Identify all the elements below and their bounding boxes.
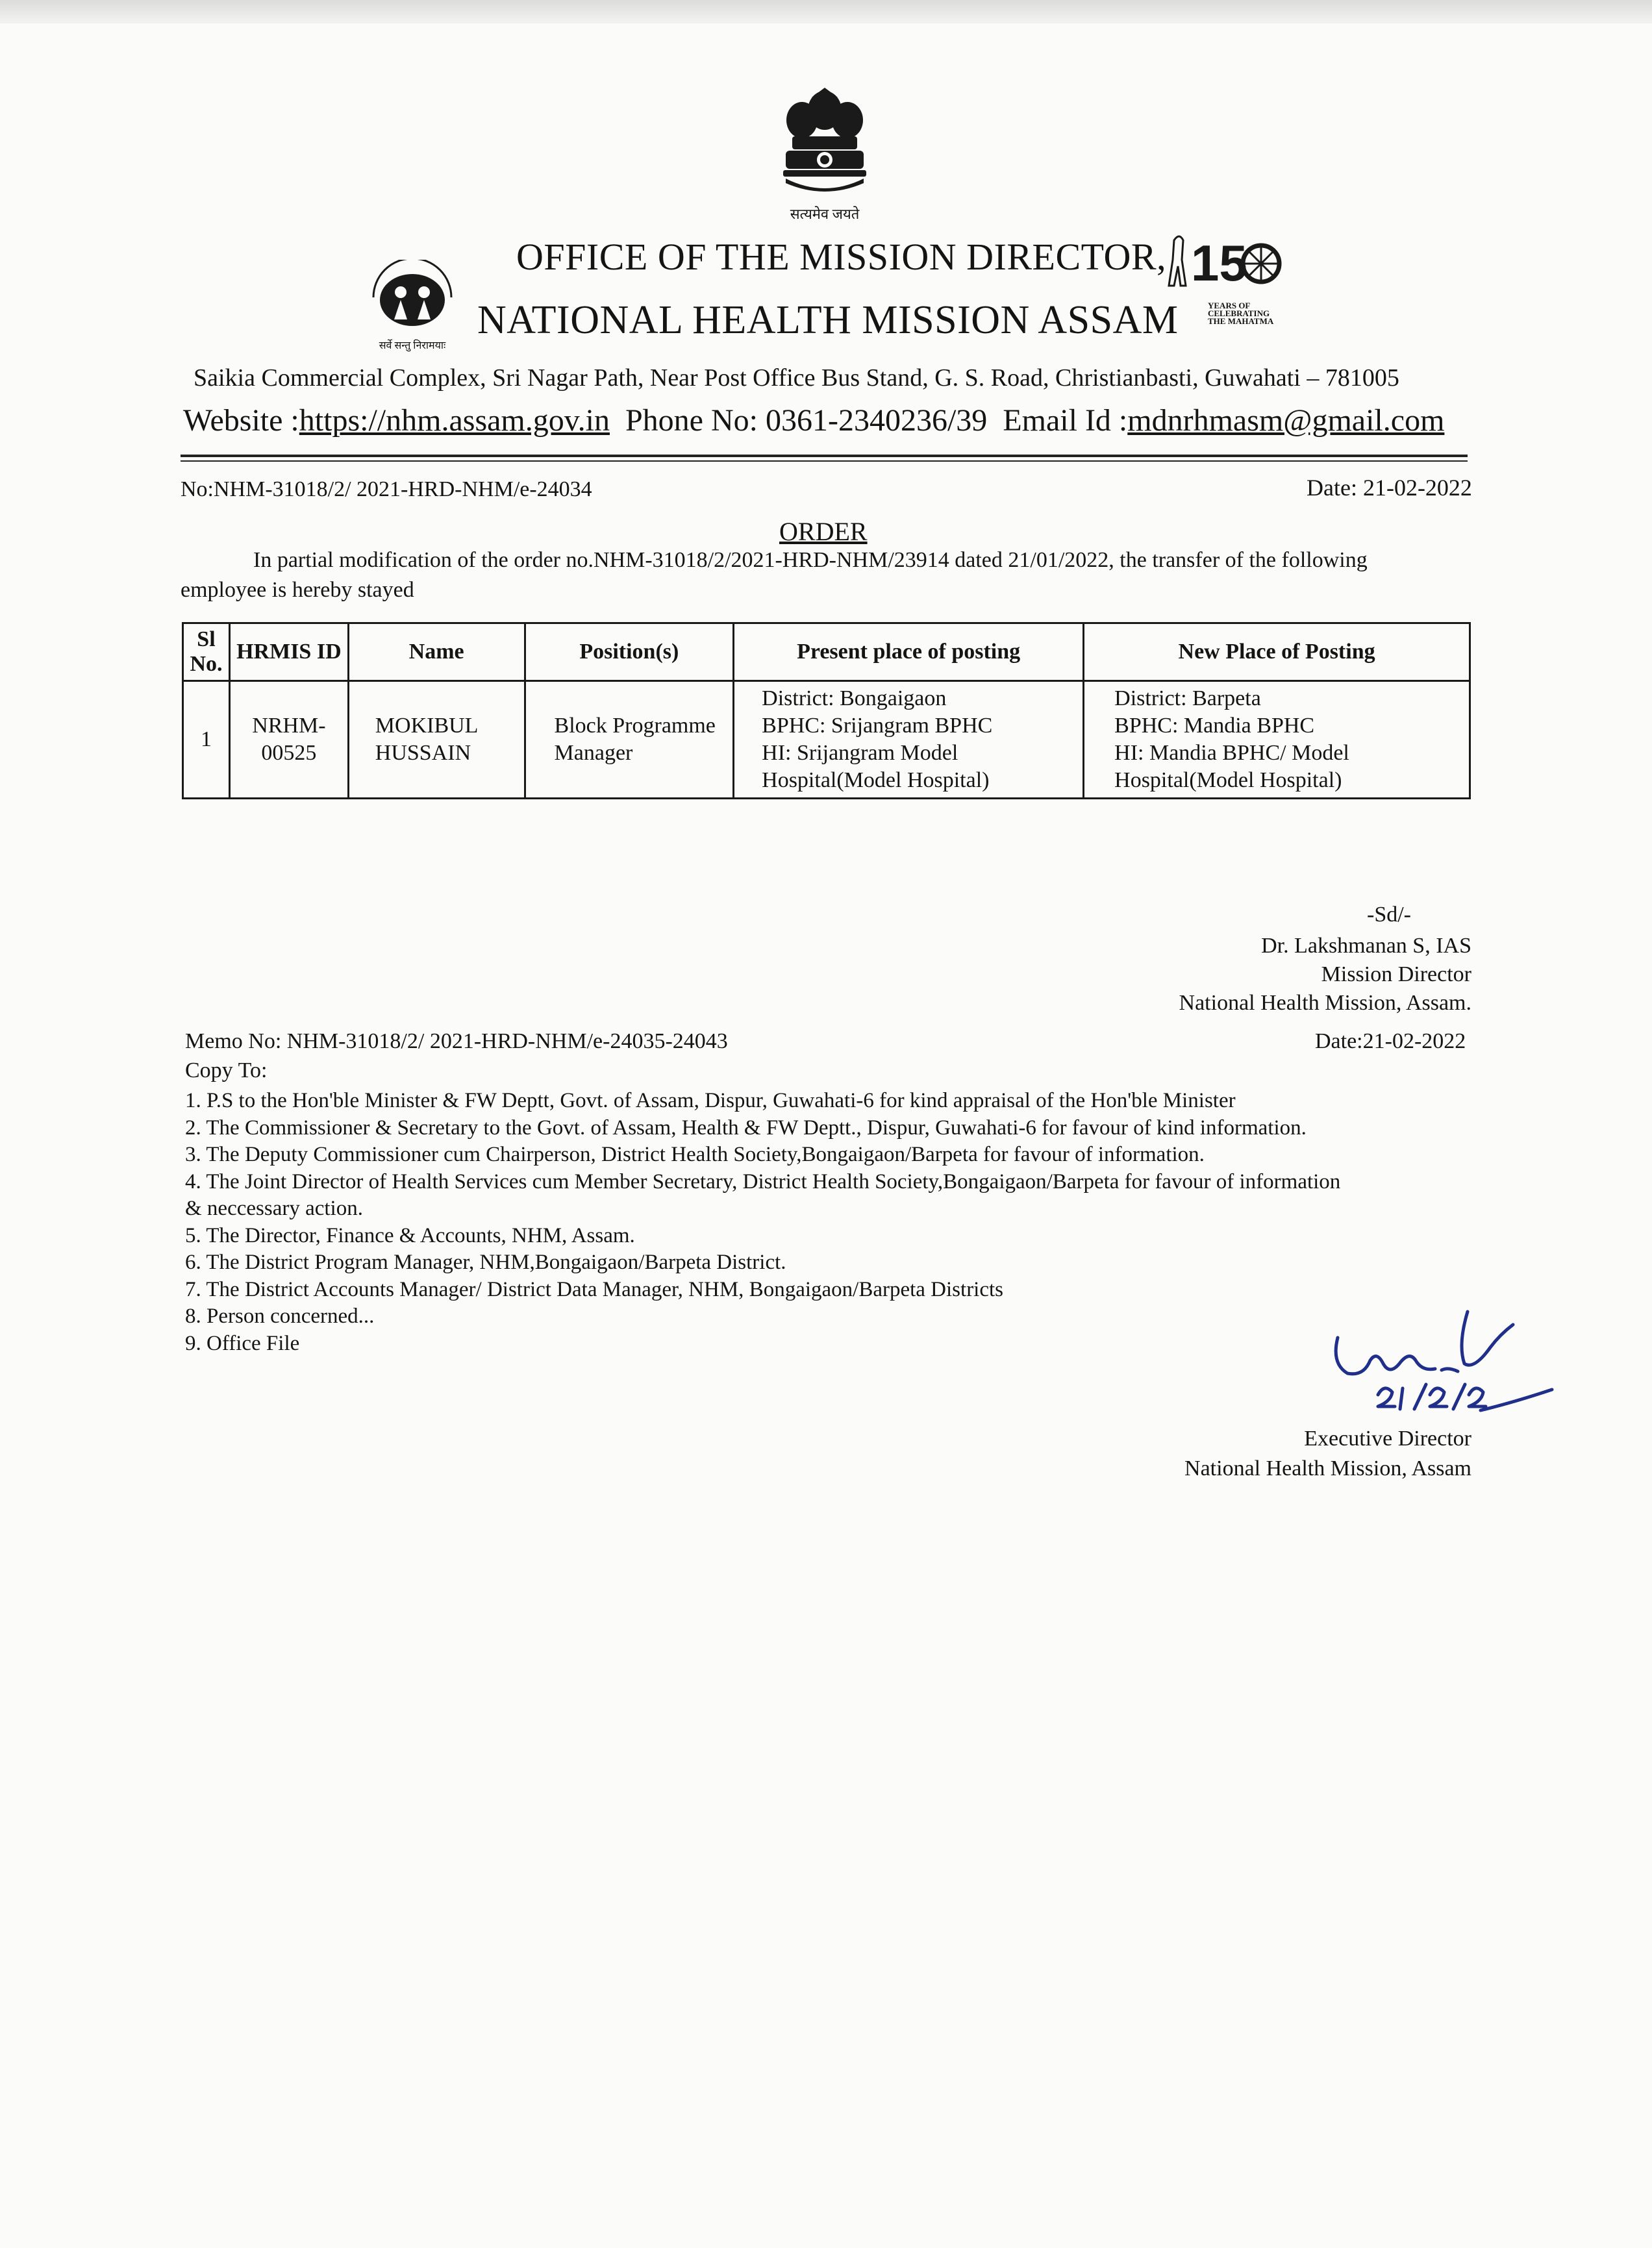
list-item: & neccessary action. bbox=[185, 1197, 363, 1220]
name-line2: HUSSAIN bbox=[375, 741, 471, 765]
mission-title: NATIONAL HEALTH MISSION ASSAM bbox=[477, 298, 1179, 342]
hrmis-line1: NRHM- bbox=[252, 714, 326, 738]
order-date: Date: 21-02-2022 bbox=[1307, 475, 1472, 501]
list-item: 7. The District Accounts Manager/ District Data Manager, NHM, Bongaigaon/Barpeta Districts bbox=[185, 1277, 1004, 1301]
svg-text:15: 15 bbox=[1191, 234, 1247, 292]
cell-name bbox=[348, 681, 525, 799]
new-line: BPHC: Mandia BPHC bbox=[1114, 714, 1315, 738]
header-hrmis-id: HRMIS ID bbox=[229, 623, 348, 681]
gandhi-caption: YEARS OF CELEBRATING THE MAHATMA bbox=[1208, 301, 1274, 326]
signed-mark: -Sd/- bbox=[1367, 903, 1411, 927]
order-text-line2: employee is hereby stayed bbox=[181, 578, 414, 602]
order-text-line1: In partial modification of the order no.NHM-31018/2/2021-HRD-NHM/23914 dated 21/01/2022, the transfer of the following bbox=[253, 548, 1368, 572]
header-position: Position(s) bbox=[525, 623, 734, 681]
contact-line bbox=[183, 403, 1444, 438]
hrmis-line2: 00525 bbox=[261, 741, 317, 765]
header-rule-top bbox=[181, 455, 1468, 457]
ashoka-emblem-icon bbox=[766, 84, 883, 198]
nhm-emblem-icon bbox=[360, 260, 464, 334]
position-line2: Manager bbox=[554, 741, 633, 765]
office-title: OFFICE OF THE MISSION DIRECTOR, bbox=[516, 236, 1167, 278]
list-item: 4. The Joint Director of Health Services cum Member Secretary, District Health Society,Bongaigaon/Barpeta for favour of information bbox=[185, 1169, 1341, 1193]
website-link[interactable]: https://nhm.assam.gov.in bbox=[299, 403, 610, 438]
list-item: 2. The Commissioner & Secretary to the Govt. of Assam, Health & FW Deptt., Dispur, Guwahati-6 for favour of kind information. bbox=[185, 1116, 1307, 1140]
header-sl-no: Sl No. bbox=[183, 623, 230, 681]
table-row bbox=[183, 681, 1470, 799]
office-address: Saikia Commercial Complex, Sri Nagar Path, Near Post Office Bus Stand, G. S. Road, Christianbasti, Guwahati – 781005 bbox=[194, 364, 1399, 392]
signatory-org: National Health Mission, Assam. bbox=[1179, 991, 1471, 1015]
new-line: Hospital(Model Hospital) bbox=[1114, 768, 1342, 792]
table-header-row bbox=[183, 623, 1470, 681]
email-label: Email Id : bbox=[1003, 403, 1128, 438]
header-name: Name bbox=[348, 623, 525, 681]
cell-present-posting bbox=[734, 681, 1084, 799]
executive-designation: Executive Director bbox=[1304, 1427, 1471, 1451]
signatory-designation: Mission Director bbox=[1321, 962, 1471, 986]
memo-date: Date:21-02-2022 bbox=[1315, 1029, 1466, 1053]
handwritten-signature bbox=[1318, 1299, 1565, 1432]
gandhi-150-logo bbox=[1162, 227, 1286, 308]
copy-list bbox=[185, 1088, 1477, 1357]
emblem-motto: सत्यमेव जयते bbox=[790, 206, 860, 222]
state-emblem bbox=[766, 84, 883, 223]
copy-to-label: Copy To: bbox=[185, 1058, 268, 1082]
position-line1: Block Programme bbox=[554, 714, 716, 738]
nhm-logo bbox=[360, 260, 464, 352]
header-present-posting: Present place of posting bbox=[734, 623, 1084, 681]
new-line: District: Barpeta bbox=[1114, 686, 1261, 710]
mission-director-block bbox=[1179, 932, 1471, 1018]
present-line: District: Bongaigaon bbox=[762, 686, 947, 710]
list-item: 8. Person concerned... bbox=[185, 1305, 375, 1328]
signature-scribble-icon bbox=[1318, 1299, 1565, 1429]
executive-director-block bbox=[1184, 1424, 1471, 1484]
email-link[interactable]: mdnrhmasm@gmail.com bbox=[1127, 403, 1445, 438]
cell-hrmis-id bbox=[229, 681, 348, 799]
list-item: 5. The Director, Finance & Accounts, NHM, Assam. bbox=[185, 1223, 635, 1247]
scan-top-edge bbox=[0, 0, 1652, 23]
cell-position bbox=[525, 681, 734, 799]
present-line: BPHC: Srijangram BPHC bbox=[762, 714, 993, 738]
list-item: 9. Office File bbox=[185, 1331, 300, 1355]
website-label: Website : bbox=[183, 403, 299, 438]
gandhi-150-icon bbox=[1162, 227, 1286, 305]
header-new-posting: New Place of Posting bbox=[1084, 623, 1470, 681]
present-line: Hospital(Model Hospital) bbox=[762, 768, 990, 792]
header-rule-bottom bbox=[181, 460, 1468, 462]
cell-new-posting bbox=[1084, 681, 1470, 799]
transfer-table bbox=[182, 622, 1471, 799]
cell-sl: 1 bbox=[183, 681, 230, 799]
list-item: 1. P.S to the Hon'ble Minister & FW Deptt, Govt. of Assam, Dispur, Guwahati-6 for kind appraisal of the Hon'ble Minister bbox=[185, 1089, 1236, 1112]
order-heading: ORDER bbox=[779, 517, 868, 546]
phone-number: Phone No: 0361-2340236/39 bbox=[625, 403, 988, 438]
memo-number: Memo No: NHM-31018/2/ 2021-HRD-NHM/e-24035-24043 bbox=[185, 1029, 728, 1053]
list-item: 6. The District Program Manager, NHM,Bongaigaon/Barpeta District. bbox=[185, 1251, 786, 1274]
signatory-name: Dr. Lakshmanan S, IAS bbox=[1261, 934, 1471, 958]
present-line: HI: Srijangram Model bbox=[762, 741, 958, 765]
order-reference: No:NHM-31018/2/ 2021-HRD-NHM/e-24034 bbox=[181, 477, 592, 501]
name-line1: MOKIBUL bbox=[375, 714, 479, 738]
list-item: 3. The Deputy Commissioner cum Chairperson, District Health Society,Bongaigaon/Barpeta for favour of information. bbox=[185, 1143, 1205, 1166]
nhm-logo-subtext: सर्वे सन्तु निरामयाः bbox=[379, 340, 446, 351]
executive-org: National Health Mission, Assam bbox=[1184, 1456, 1471, 1480]
new-line: HI: Mandia BPHC/ Model bbox=[1114, 741, 1349, 765]
